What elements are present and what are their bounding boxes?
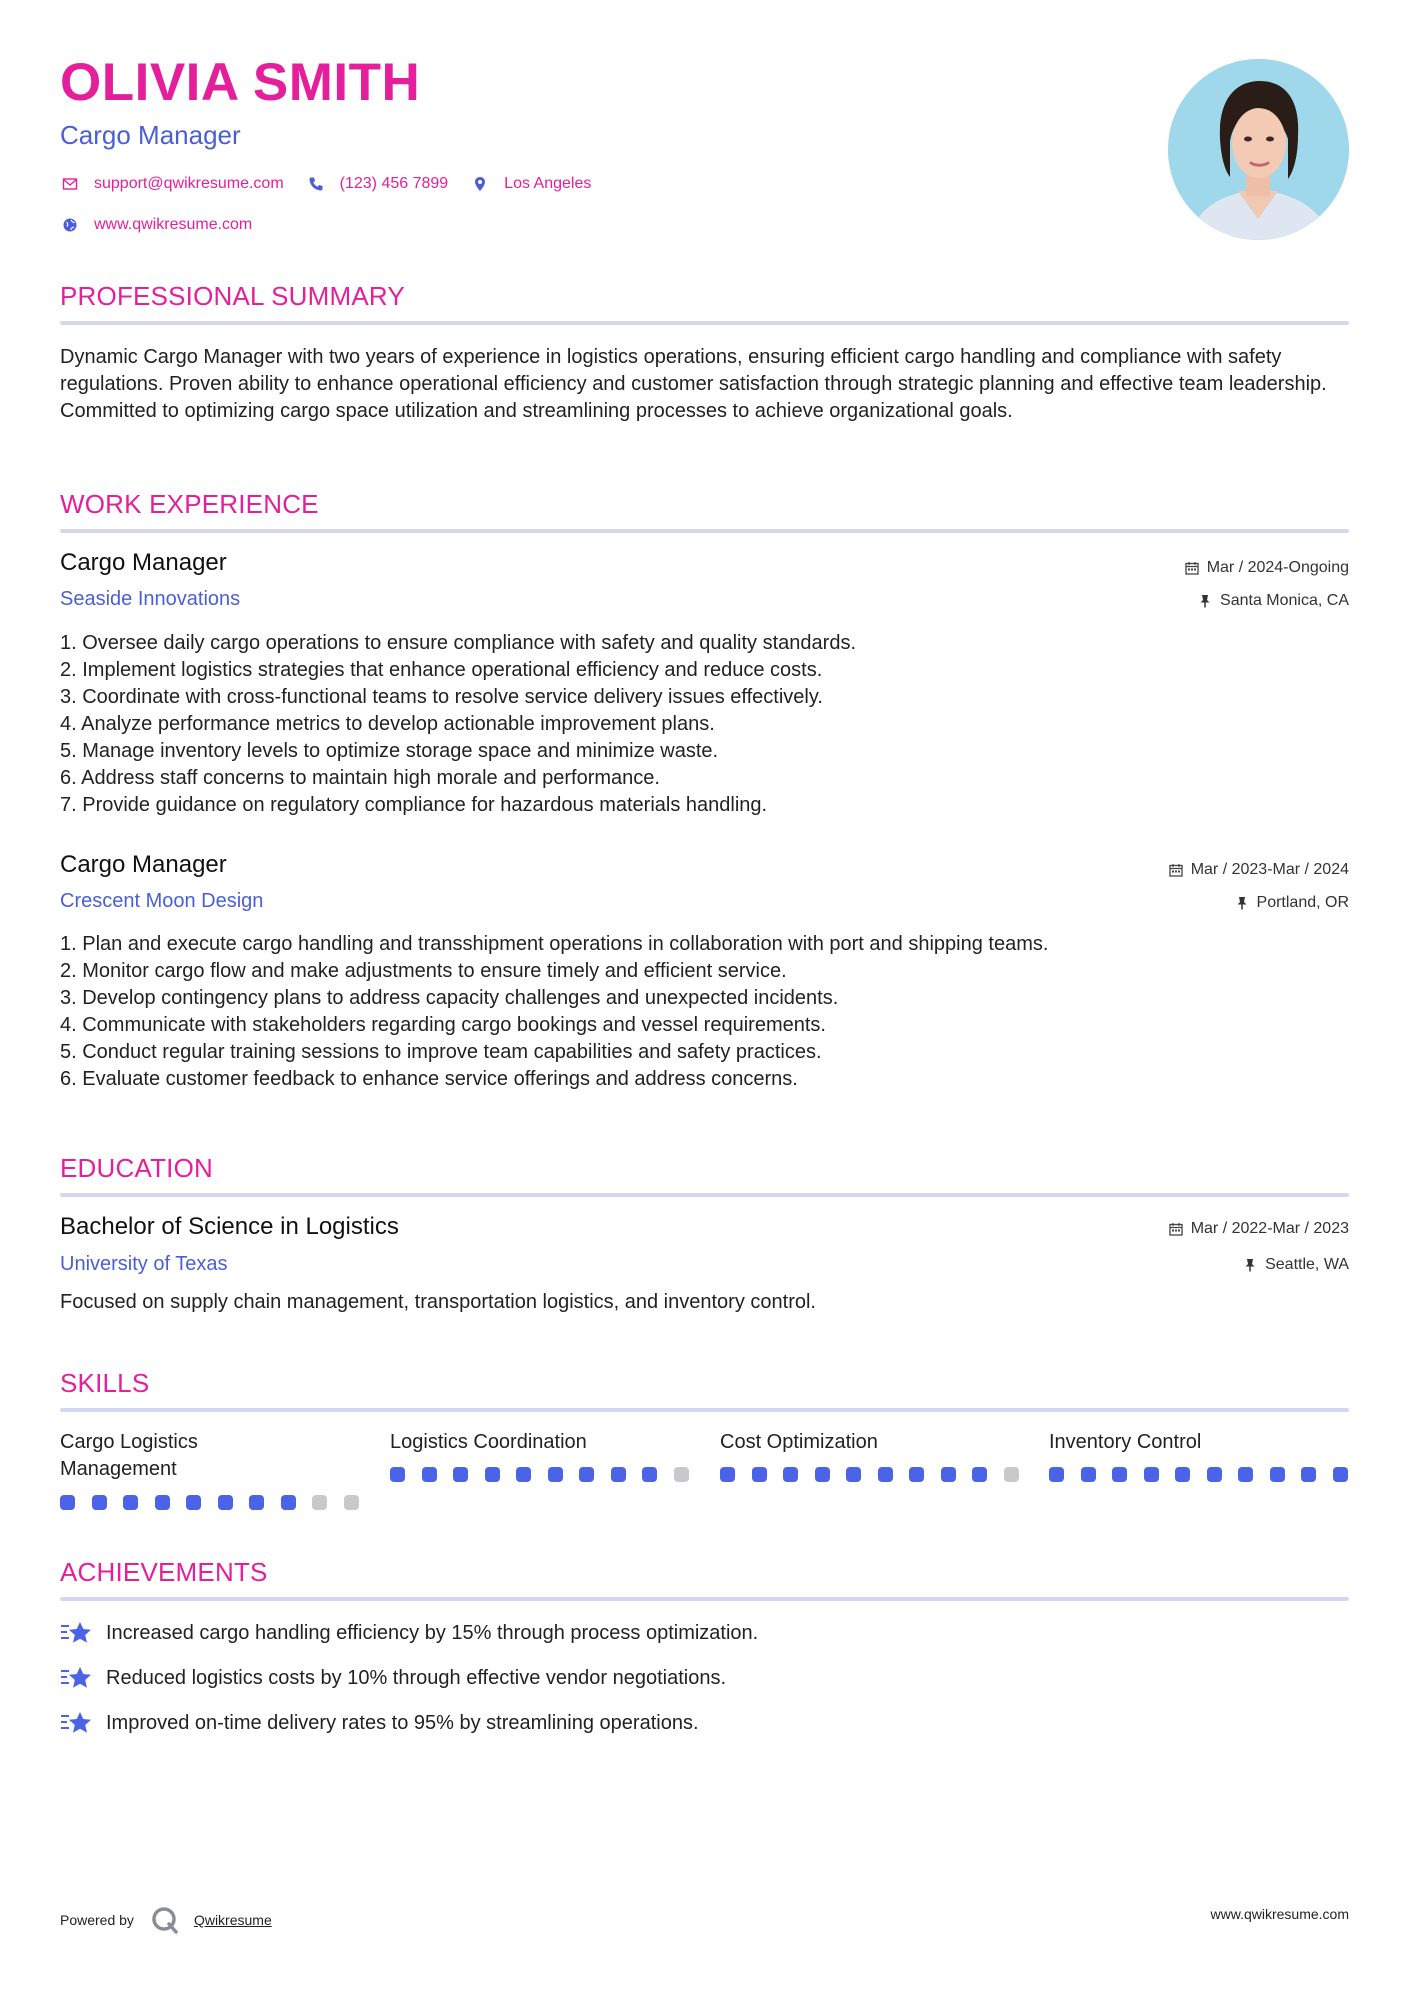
skill-item [720, 1429, 1020, 1456]
summary-divider [60, 321, 1349, 325]
education-location [1243, 1256, 1349, 1274]
skill-dot-filled [972, 1467, 987, 1482]
skill-dot-filled [846, 1467, 861, 1482]
achievement-item [60, 1664, 726, 1692]
skill-dot-filled [720, 1467, 735, 1482]
skill-dot-filled [1333, 1467, 1348, 1482]
calendar-icon [1169, 863, 1183, 877]
skill-dot-filled [155, 1495, 170, 1510]
candidate-role: Cargo Manager [60, 120, 241, 150]
skill-dot-filled [390, 1467, 405, 1482]
achievement-item [60, 1709, 699, 1737]
resume-page [60, 0, 1349, 1990]
skill-dot-filled [611, 1467, 626, 1482]
website-link[interactable]: www.qwikresume.com [94, 216, 253, 233]
education-location-text: Seattle, WA [1265, 1256, 1349, 1273]
skill-dot-filled [815, 1467, 830, 1482]
list-item: 4. Analyze performance metrics to develop actionable improvement plans. [60, 713, 715, 735]
skill-dot-filled [123, 1495, 138, 1510]
skill-dot-filled [909, 1467, 924, 1482]
degree-title: Bachelor of Science in Logistics [60, 1213, 399, 1240]
skill-rating [390, 1467, 705, 1482]
footer-website-link[interactable]: www.qwikresume.com [1210, 1906, 1349, 1922]
achievements-heading: ACHIEVEMENTS [60, 1557, 268, 1587]
footer-powered-by [60, 1905, 272, 1935]
skill-dot-empty [344, 1495, 359, 1510]
location-text: Los Angeles [504, 175, 592, 192]
contact-row-2 [60, 215, 274, 235]
list-item: 6. Evaluate customer feedback to enhance service offerings and address concerns. [60, 1068, 798, 1090]
phone-icon [306, 174, 326, 194]
profile-photo [1168, 59, 1349, 240]
list-item: 5. Conduct regular training sessions to improve team capabilities and safety practices. [60, 1041, 822, 1063]
job-responsibilities [60, 630, 1349, 819]
skill-dot-empty [1004, 1467, 1019, 1482]
skill-rating [720, 1467, 1035, 1482]
list-item: 1. Oversee daily cargo operations to ensure compliance with safety and quality standards. [60, 632, 856, 654]
skill-name: Logistics Coordination [390, 1431, 587, 1453]
skill-item [390, 1429, 690, 1456]
job-dates-text: Mar / 2024-Ongoing [1206, 559, 1349, 576]
job-title: Cargo Manager [60, 549, 227, 576]
skill-dot-filled [1049, 1467, 1064, 1482]
job-title: Cargo Manager [60, 851, 227, 878]
education-description: Focused on supply chain management, transportation logistics, and inventory control. [60, 1291, 816, 1313]
star-badge-icon [60, 1619, 92, 1647]
skill-dot-filled [281, 1495, 296, 1510]
skill-dot-filled [1112, 1467, 1127, 1482]
skill-item [60, 1429, 360, 1483]
map-pin-icon [470, 174, 490, 194]
list-item: 3. Develop contingency plans to address capacity challenges and unexpected incidents. [60, 987, 839, 1009]
education-divider [60, 1193, 1349, 1197]
skill-dot-filled [249, 1495, 264, 1510]
list-item: 2. Implement logistics strategies that enhance operational efficiency and reduce costs. [60, 659, 823, 681]
skill-dot-filled [422, 1467, 437, 1482]
list-item: 6. Address staff concerns to maintain high morale and performance. [60, 767, 660, 789]
skill-dot-filled [92, 1495, 107, 1510]
job-dates [1169, 861, 1349, 879]
achievement-text: Improved on-time delivery rates to 95% by streamlining operations. [106, 1711, 699, 1734]
skill-dot-filled [516, 1467, 531, 1482]
job-responsibilities [60, 931, 1349, 1093]
skill-dot-filled [1144, 1467, 1159, 1482]
qwikresume-link[interactable]: Qwikresume [193, 1912, 272, 1928]
company-name: Crescent Moon Design [60, 890, 264, 912]
experience-divider [60, 529, 1349, 533]
pin-icon [1198, 594, 1212, 608]
achievement-text: Increased cargo handling efficiency by 15% through process optimization. [106, 1621, 759, 1644]
skill-dot-filled [878, 1467, 893, 1482]
skill-dot-filled [1207, 1467, 1222, 1482]
summary-text: Dynamic Cargo Manager with two years of experience in logistics operations, ensuring efficient cargo handling and compliance with safety regulations. Proven ability to enhance operational efficiency and customer satisfaction through strategic planning and effective team leadership. Committed to optimizing cargo space utilization and streamlining processes to achieve organizational goals. [60, 346, 1327, 422]
job-dates [1185, 559, 1349, 577]
skill-dot-filled [485, 1467, 500, 1482]
skill-name: Inventory Control [1049, 1431, 1202, 1453]
skill-dot-filled [218, 1495, 233, 1510]
pin-icon [1243, 1258, 1257, 1272]
job-location-text: Santa Monica, CA [1220, 592, 1349, 609]
star-badge-icon [60, 1664, 92, 1692]
powered-by-label: Powered by [60, 1912, 134, 1928]
globe-icon [60, 215, 80, 235]
education-dates-text: Mar / 2022-Mar / 2023 [1190, 1220, 1349, 1237]
skill-dot-filled [1175, 1467, 1190, 1482]
envelope-icon [60, 174, 80, 194]
education-heading: EDUCATION [60, 1153, 213, 1183]
list-item: 1. Plan and execute cargo handling and transshipment operations in collaboration with port and shipping teams. [60, 933, 1049, 955]
candidate-name: OLIVIA SMITH [60, 53, 421, 112]
skill-dot-filled [548, 1467, 563, 1482]
email-link[interactable]: support@qwikresume.com [94, 175, 284, 192]
skills-heading: SKILLS [60, 1368, 150, 1398]
qwikresume-logo-icon [150, 1905, 180, 1935]
skill-dot-filled [941, 1467, 956, 1482]
skill-dot-filled [642, 1467, 657, 1482]
skill-dot-filled [186, 1495, 201, 1510]
skill-dot-filled [60, 1495, 75, 1510]
contact-row-1 [60, 174, 613, 194]
skill-dot-filled [1238, 1467, 1253, 1482]
job-dates-text: Mar / 2023-Mar / 2024 [1190, 861, 1349, 878]
experience-heading: WORK EXPERIENCE [60, 489, 319, 519]
achievement-text: Reduced logistics costs by 10% through effective vendor negotiations. [106, 1666, 726, 1689]
list-item: 3. Coordinate with cross-functional teams to resolve service delivery issues effectively. [60, 686, 823, 708]
summary-heading: PROFESSIONAL SUMMARY [60, 281, 405, 311]
skill-dot-empty [312, 1495, 327, 1510]
skill-item [1049, 1429, 1349, 1456]
company-name: Seaside Innovations [60, 588, 241, 610]
skill-dot-filled [453, 1467, 468, 1482]
skill-dot-filled [783, 1467, 798, 1482]
education-dates [1169, 1220, 1349, 1238]
job-location-text: Portland, OR [1256, 894, 1349, 911]
skill-dot-filled [1301, 1467, 1316, 1482]
skills-divider [60, 1408, 1349, 1412]
skill-dot-filled [1081, 1467, 1096, 1482]
achievement-item [60, 1619, 758, 1647]
star-badge-icon [60, 1709, 92, 1737]
list-item: 7. Provide guidance on regulatory compliance for hazardous materials handling. [60, 794, 768, 816]
skill-name: Cargo Logistics Management [60, 1431, 198, 1480]
job-location [1235, 894, 1349, 912]
skill-rating [1049, 1467, 1364, 1482]
skill-dot-empty [674, 1467, 689, 1482]
skill-dot-filled [752, 1467, 767, 1482]
skill-rating [60, 1495, 375, 1510]
achievements-divider [60, 1597, 1349, 1601]
skill-dot-filled [1270, 1467, 1285, 1482]
skill-dot-filled [579, 1467, 594, 1482]
skill-name: Cost Optimization [720, 1431, 878, 1453]
calendar-icon [1169, 1222, 1183, 1236]
list-item: 5. Manage inventory levels to optimize storage space and minimize waste. [60, 740, 719, 762]
phone-number[interactable]: (123) 456 7899 [339, 175, 449, 192]
pin-icon [1235, 896, 1249, 910]
list-item: 2. Monitor cargo flow and make adjustments to ensure timely and efficient service. [60, 960, 787, 982]
school-name: University of Texas [60, 1253, 228, 1275]
list-item: 4. Communicate with stakeholders regarding cargo bookings and vessel requirements. [60, 1014, 826, 1036]
calendar-icon [1185, 561, 1199, 575]
job-location [1198, 592, 1349, 610]
